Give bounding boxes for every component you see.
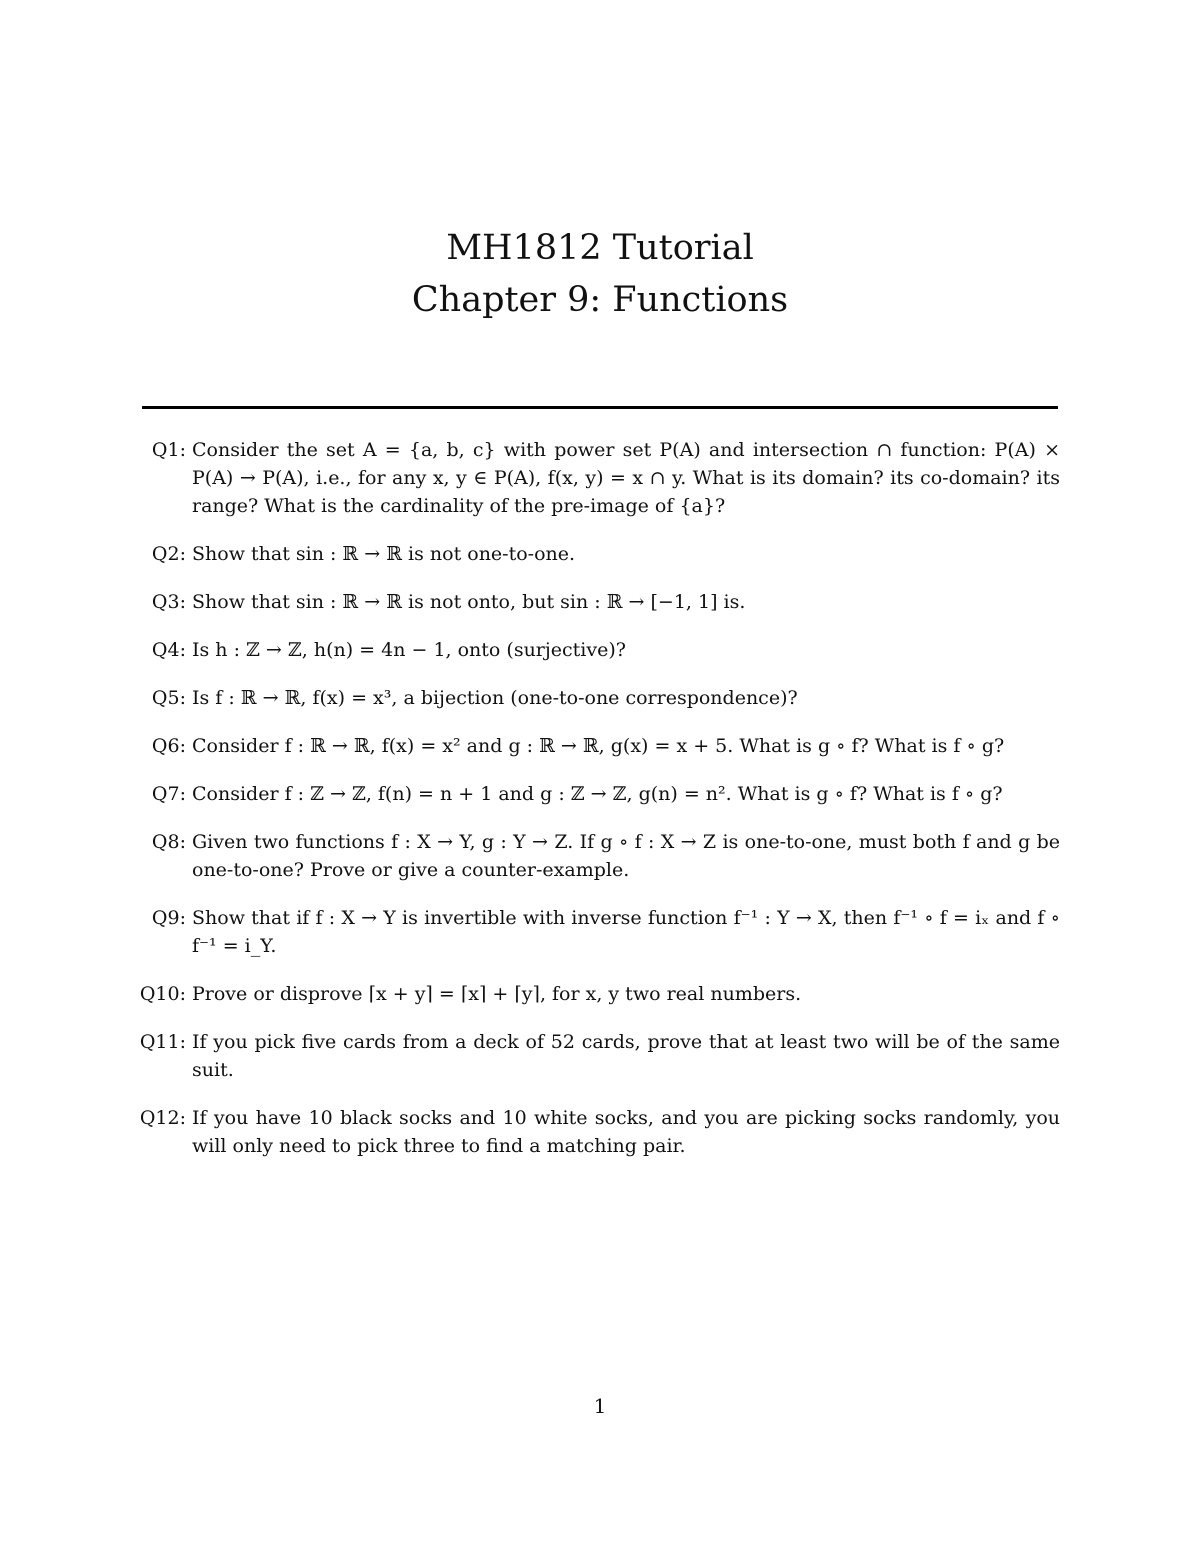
question-label: Q11: xyxy=(139,1031,186,1053)
question-4 xyxy=(128,636,1060,664)
question-label: Q8: xyxy=(151,831,186,853)
page-title: MH1812 Tutorial xyxy=(446,228,754,268)
question-label: Q3: xyxy=(151,591,186,613)
question-text: Show that sin : ℝ → ℝ is not onto, but sin : ℝ → [−1, 1] is. xyxy=(192,591,746,613)
question-text: If you pick five cards from a deck of 52 cards, prove that at least two will be of the same suit. xyxy=(192,1031,1060,1081)
question-3 xyxy=(128,588,1060,616)
question-text: If you have 10 black socks and 10 white socks, and you are picking socks randomly, you will only need to pick three to find a matching pair. xyxy=(192,1107,1060,1157)
chapter-title: Chapter 9: Functions xyxy=(411,280,789,320)
question-7 xyxy=(128,780,1060,808)
question-label: Q10: xyxy=(139,983,186,1005)
question-12 xyxy=(128,1104,1060,1160)
question-label: Q4: xyxy=(151,639,186,661)
question-text: Given two functions f : X → Y, g : Y → Z. If g ∘ f : X → Z is one-to-one, must both f and g be one-to-one? Prove or give a counter-example. xyxy=(192,831,1060,881)
question-9 xyxy=(128,904,1060,960)
question-11 xyxy=(128,1028,1060,1084)
question-text: Consider f : ℤ → ℤ, f(n) = n + 1 and g : ℤ → ℤ, g(n) = n². What is g ∘ f? What is f ∘ g? xyxy=(192,783,1003,805)
question-5 xyxy=(128,684,1060,712)
question-label: Q6: xyxy=(151,735,186,757)
question-1 xyxy=(128,436,1060,520)
question-6 xyxy=(128,732,1060,760)
question-text: Consider f : ℝ → ℝ, f(x) = x² and g : ℝ → ℝ, g(x) = x + 5. What is g ∘ f? What is f ∘ g? xyxy=(192,735,1005,757)
question-list xyxy=(128,436,1060,1180)
question-text: Prove or disprove ⌈x + y⌉ = ⌈x⌉ + ⌈y⌉, for x, y two real numbers. xyxy=(192,983,802,1005)
question-label: Q7: xyxy=(151,783,186,805)
title-block xyxy=(0,222,1200,326)
question-text: Consider the set A = {a, b, c} with power set P(A) and intersection ∩ function: P(A) × P(A) → P(A), i.e., for any x, y ∈ P(A), f(x, y) = x ∩ y. What is its domain? its co-domain? its range? What is the cardinality of the pre-image of {a}? xyxy=(192,439,1060,517)
question-10 xyxy=(128,980,1060,1008)
question-label: Q1: xyxy=(151,439,186,461)
question-label: Q9: xyxy=(151,907,186,929)
question-text: Is f : ℝ → ℝ, f(x) = x³, a bijection (one-to-one correspondence)? xyxy=(192,687,798,709)
page-number: 1 xyxy=(593,1394,607,1418)
question-8 xyxy=(128,828,1060,884)
horizontal-rule xyxy=(142,406,1058,409)
question-text: Show that if f : X → Y is invertible with inverse function f⁻¹ : Y → X, then f⁻¹ ∘ f = iₓ and f ∘ f⁻¹ = i_Y. xyxy=(192,907,1060,957)
question-text: Is h : ℤ → ℤ, h(n) = 4n − 1, onto (surjective)? xyxy=(192,639,626,661)
question-2 xyxy=(128,540,1060,568)
question-label: Q5: xyxy=(151,687,186,709)
question-text: Show that sin : ℝ → ℝ is not one-to-one. xyxy=(192,543,576,565)
question-label: Q2: xyxy=(151,543,186,565)
question-label: Q12: xyxy=(139,1107,186,1129)
